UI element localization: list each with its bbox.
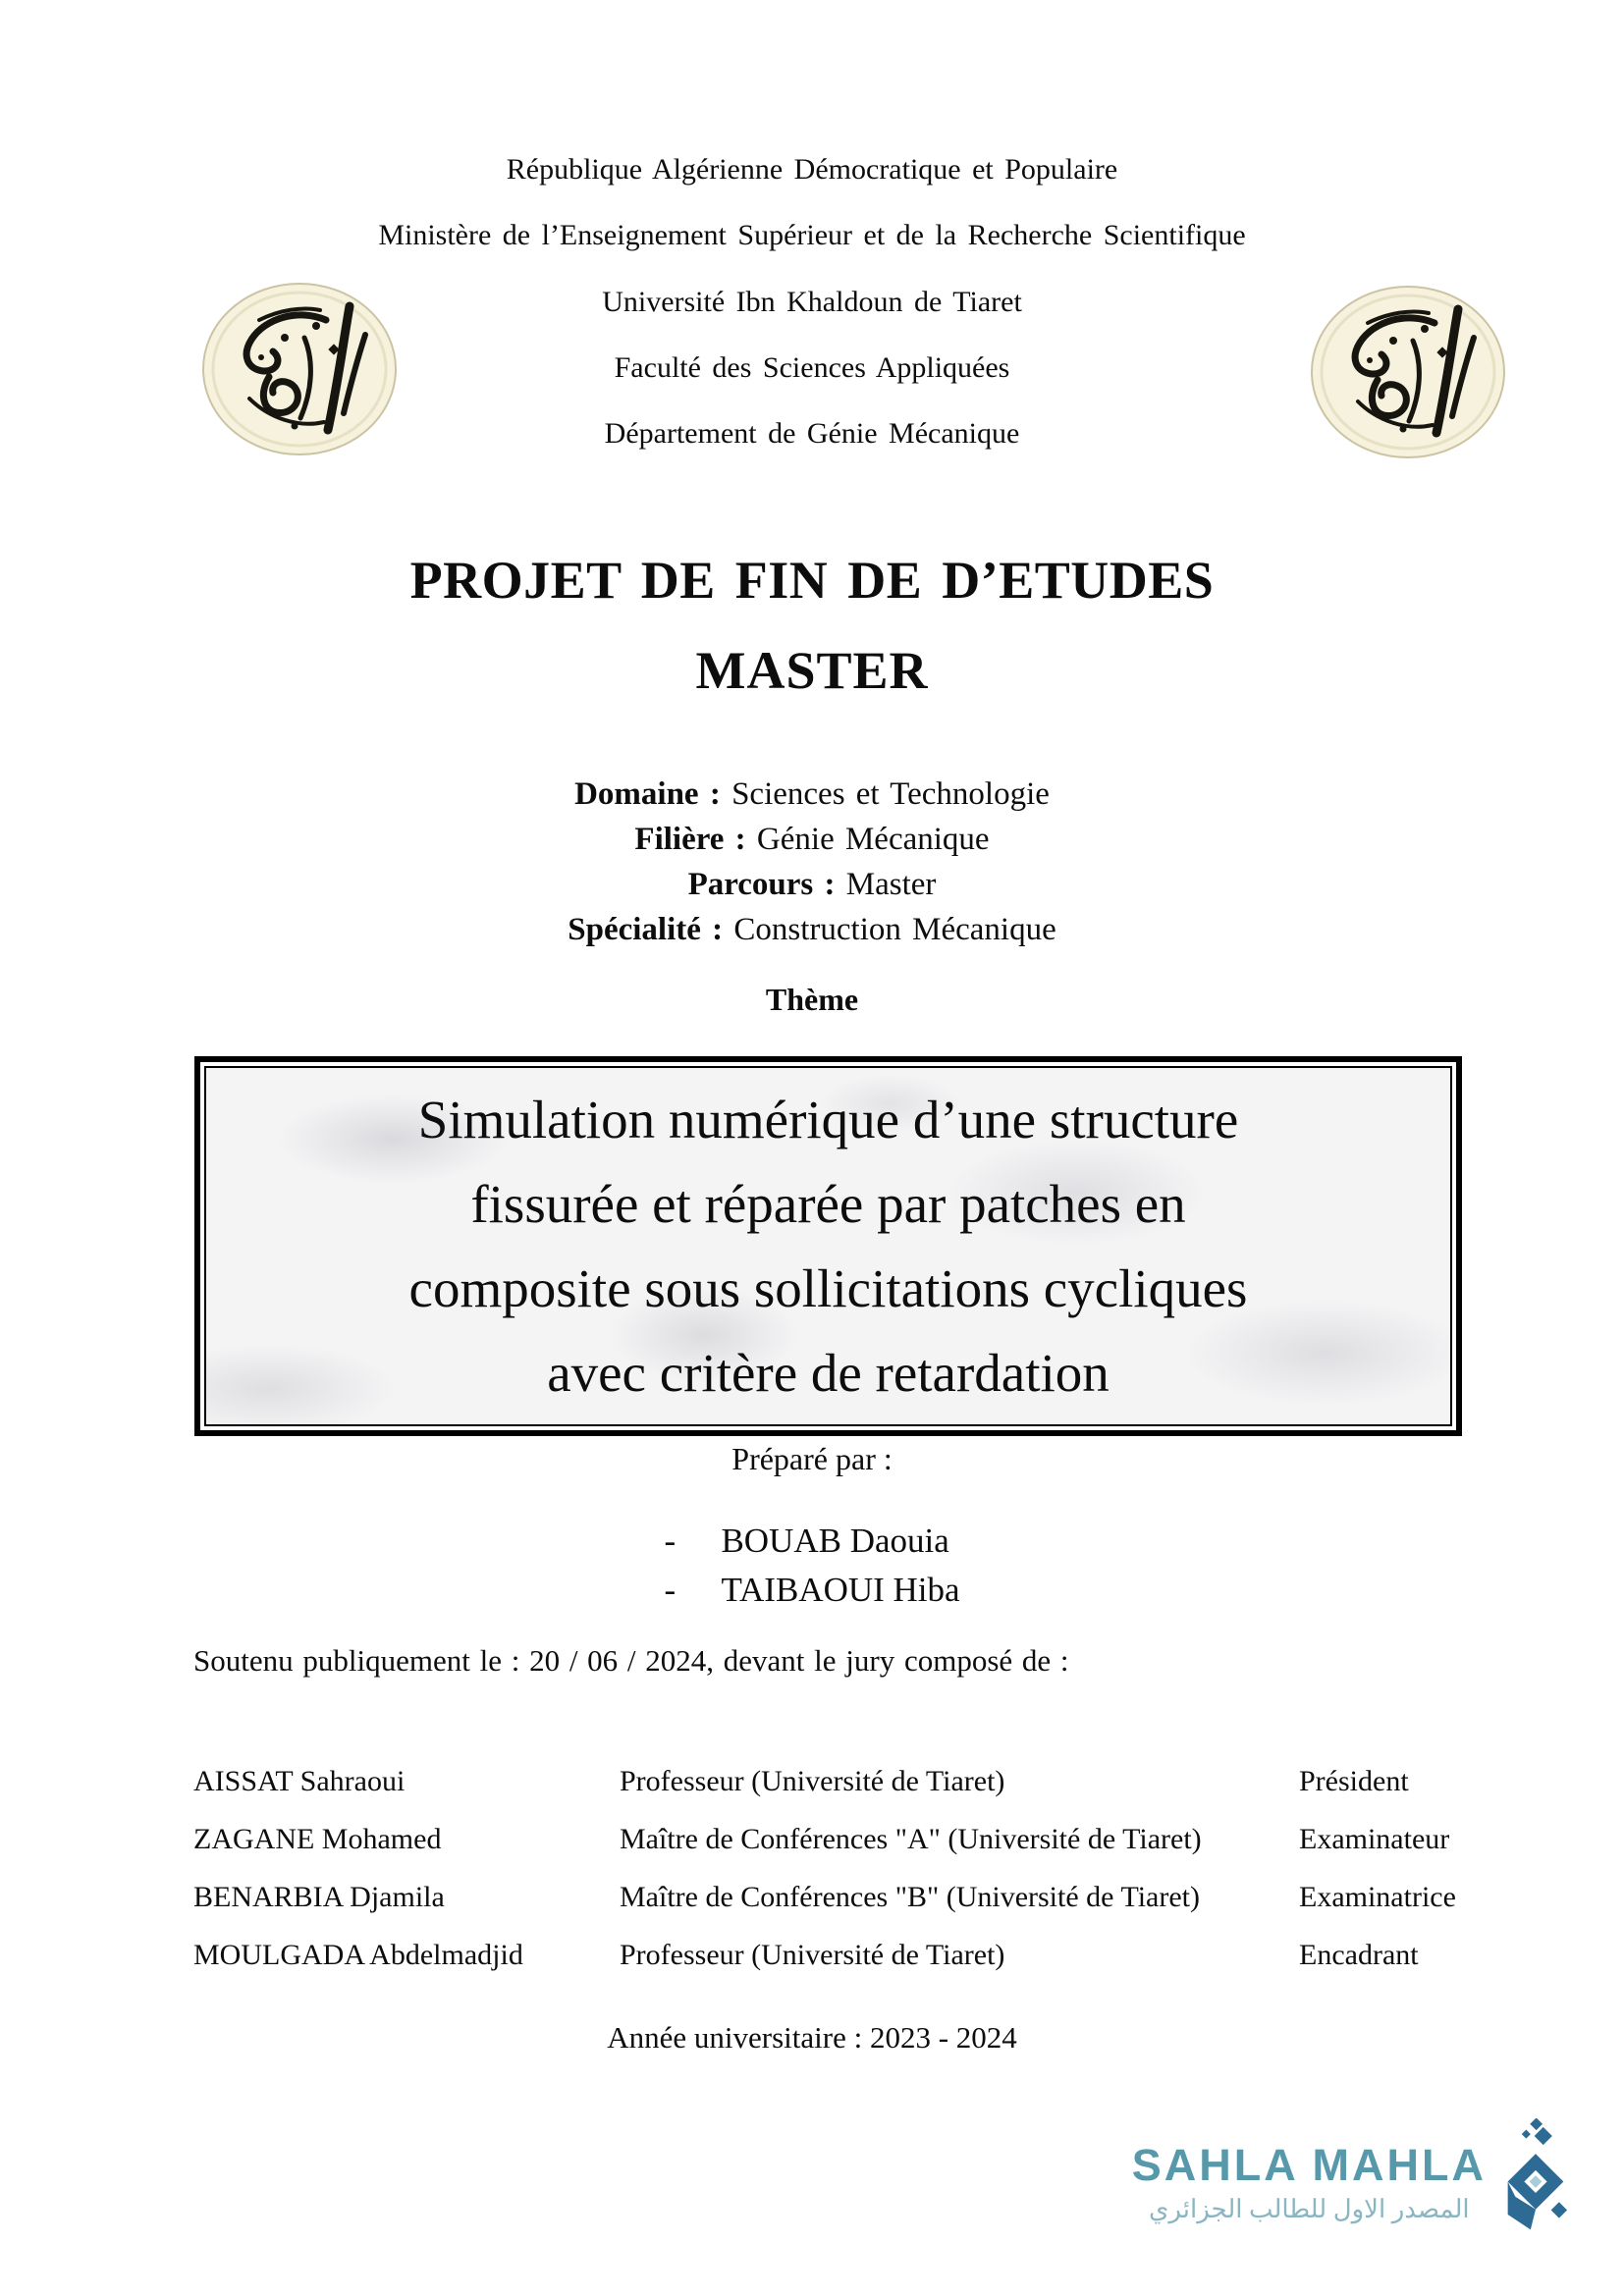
bullet-dash: - xyxy=(664,1522,677,1560)
defense-date-line: Soutenu publiquement le : 20 / 06 / 2024, devant le jury composé de : xyxy=(193,1643,1069,1678)
jury-row xyxy=(193,1881,1558,1939)
jury-table xyxy=(193,1765,1558,1997)
university-seal-right-icon xyxy=(1309,284,1507,460)
jury-title: Professeur (Université de Tiaret) xyxy=(620,1765,1005,1797)
program-domaine: Domaine : Sciences et Technologie xyxy=(574,776,1050,812)
authors-list xyxy=(0,1517,1624,1615)
author-item xyxy=(664,1517,959,1566)
sahla-mahla-name: SAHLA MAHLA xyxy=(1131,2140,1487,2190)
theme-box-inner xyxy=(204,1066,1452,1426)
university-seal-left-icon xyxy=(200,281,399,457)
bullet-dash: - xyxy=(664,1571,677,1609)
theme-title-line: fissurée et réparée par patches en xyxy=(470,1173,1186,1234)
program-parcours: Parcours : Master xyxy=(687,867,937,902)
theme-title-line: Simulation numérique d’une structure xyxy=(417,1089,1239,1149)
jury-role: Examinatrice xyxy=(1299,1881,1456,1913)
degree-title: MASTER xyxy=(695,641,929,700)
ministry-line: Ministère de l’Enseignement Supérieur et de la Recherche Scientifique xyxy=(378,219,1246,251)
jury-name: AISSAT Sahraoui xyxy=(193,1765,406,1797)
jury-row xyxy=(193,1765,1558,1823)
department-line: Département de Génie Mécanique xyxy=(604,417,1020,450)
university-line: Université Ibn Khaldoun de Tiaret xyxy=(602,286,1022,318)
author-name: BOUAB Daouia xyxy=(721,1522,949,1560)
jury-row xyxy=(193,1823,1558,1881)
sahla-mahla-tagline: المصدر الاول للطالب الجزائري xyxy=(1149,2195,1470,2223)
jury-title: Maître de Conférences "B" (Université de Tiaret) xyxy=(620,1881,1200,1913)
academic-year-line: Année universitaire : 2023 - 2024 xyxy=(607,2020,1017,2055)
jury-role: Encadrant xyxy=(1299,1939,1419,1971)
theme-box xyxy=(194,1056,1462,1436)
program-info xyxy=(0,772,1624,952)
author-item xyxy=(664,1566,959,1615)
theme-label: Thème xyxy=(765,982,859,1017)
republic-line: République Algérienne Démocratique et Populaire xyxy=(506,153,1118,186)
jury-row xyxy=(193,1939,1558,1997)
theme-title-line: avec critère de retardation xyxy=(547,1342,1110,1403)
jury-role: Examinateur xyxy=(1299,1823,1450,1855)
author-name: TAIBAOUI Hiba xyxy=(721,1571,960,1609)
sahla-mahla-emblem-icon xyxy=(1496,2118,1575,2232)
jury-title: Maître de Conférences "A" (Université de Tiaret) xyxy=(620,1823,1202,1855)
program-specialite: Spécialité : Construction Mécanique xyxy=(568,912,1056,947)
jury-name: MOULGADA Abdelmadjid xyxy=(193,1939,523,1971)
sahla-mahla-wordmark xyxy=(1132,2118,1487,2224)
prepared-by-label: Préparé par : xyxy=(731,1441,893,1476)
program-filiere: Filière : Génie Mécanique xyxy=(634,822,990,857)
jury-name: BENARBIA Djamila xyxy=(193,1881,445,1913)
faculty-line: Faculté des Sciences Appliquées xyxy=(614,351,1010,384)
theme-title-line: composite sous sollicitations cycliques xyxy=(408,1257,1248,1318)
jury-title: Professeur (Université de Tiaret) xyxy=(620,1939,1005,1971)
jury-role: Président xyxy=(1299,1765,1409,1797)
sahla-mahla-logo xyxy=(1132,2118,1575,2232)
jury-name: ZAGANE Mohamed xyxy=(193,1823,442,1855)
project-title: PROJET DE FIN DE D’ETUDES xyxy=(409,551,1215,610)
